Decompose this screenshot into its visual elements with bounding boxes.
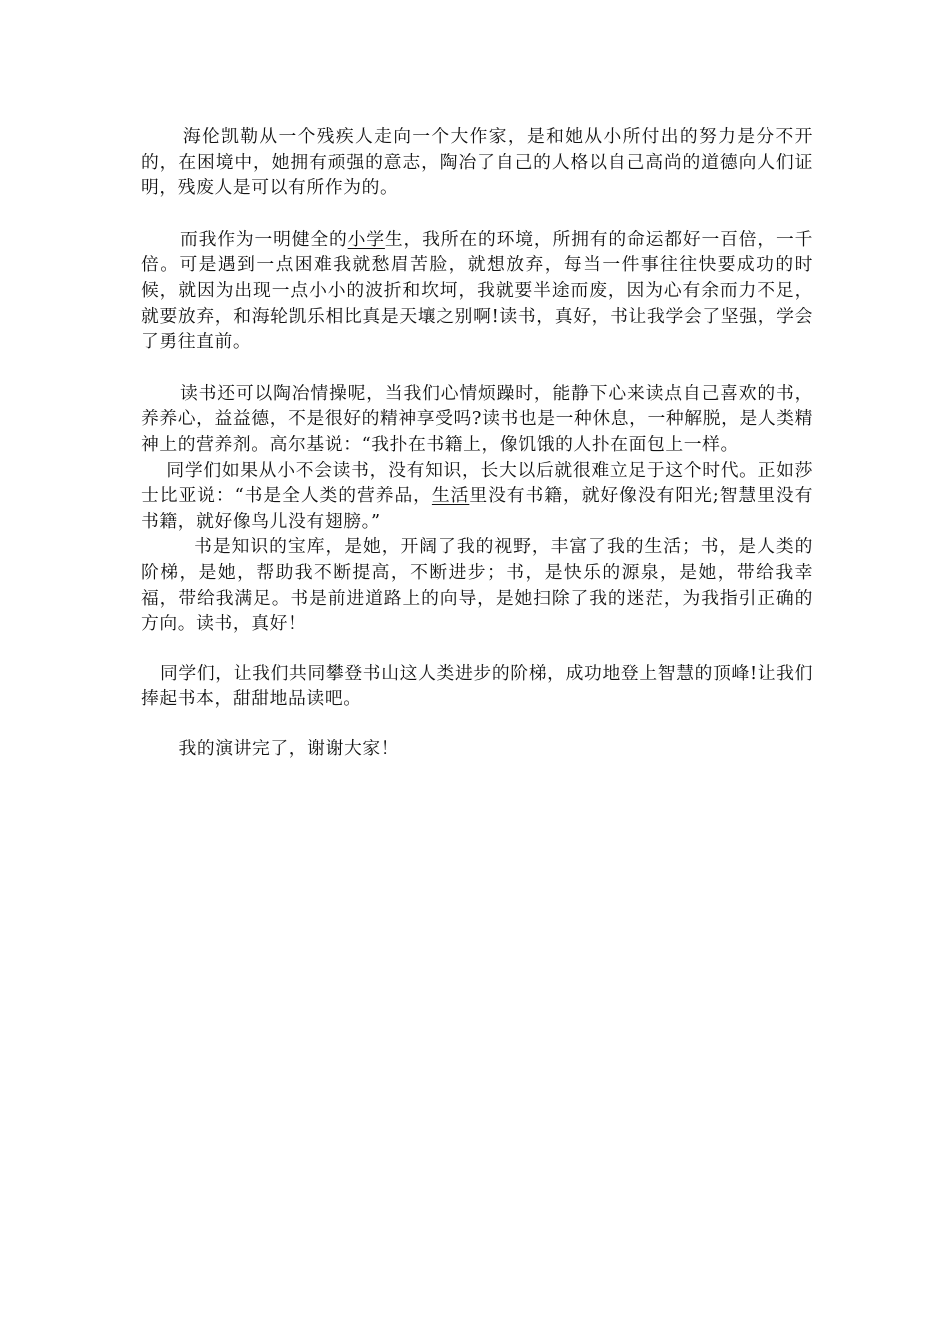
paragraph-helen-keller [141,124,813,201]
paragraph-reading-cultivates [141,381,813,458]
paragraph-indent [141,460,166,481]
paragraph-text: 同学们如果从小不会读书，没有知识，长大以后就很难立足于这个时代。正如莎士比亚说：“书是全人类的营养品， [141,459,813,507]
paragraph-text: 海伦凯勒从一个残疾人走向一个大作家，是和她从小所付出的努力是分不开的，在困境中，她拥有顽强的意志，陶冶了自己的人格以自己高尚的道德向人们证明，残废人是可以有所作为的。 [141,126,813,199]
paragraph-climb-book-mountain [141,661,813,712]
paragraph-text: 生，我所在的环境，所拥有的命运都好一百倍，一千倍。可是遇到一点困难我就愁眉苦脸，就想放弃，每当一件事往往快要成功的时候，就因为出现一点小小的波折和坎坷，我就要半途而废，因为心有余而力不足，就要放弃，和海轮凯乐相比真是天壤之别啊!读书，真好，书让我学会了坚强，学会了勇往直前。 [141,228,813,353]
paragraph-books-treasure [141,534,813,636]
paragraph-indent [141,536,194,557]
paragraph-text: 书是知识的宝库，是她，开阔了我的视野，丰富了我的生活；书，是人类的阶梯，是她，帮助我不断提高，不断进步；书，是快乐的源泉，是她，带给我幸福，带给我满足。书是前进道路上的向导，是她扫除了我的迷茫，为我指引正确的方向。读书，真好！ [141,536,813,635]
paragraph-indent [141,383,180,404]
paragraph-indent [141,229,180,250]
paragraph-text: 同学们，让我们共同攀登书山这人类进步的阶梯，成功地登上智慧的顶峰!让我们捧起书本，甜甜地品读吧。 [141,662,813,710]
paragraph-indent [141,126,183,147]
paragraph-healthy-student [141,227,813,355]
paragraph-indent [141,738,179,759]
paragraph-text: 里没有书籍，就好像没有阳光;智慧里没有书籍，就好像鸟儿没有翅膀。” [141,485,813,532]
paragraph-shakespeare-quote [141,458,813,535]
paragraph-closing [141,736,813,762]
underlined-term: 生活 [431,485,470,507]
underlined-term: 小学 [347,228,385,250]
document-page [141,124,813,761]
paragraph-text: 而我作为一明健全的 [179,228,348,250]
paragraph-text: 读书还可以陶冶情操呢，当我们心情烦躁时，能静下心来读点自己喜欢的书，养养心，益益德，不是很好的精神享受吗?读书也是一种休息，一种解脱，是人类精神上的营养剂。高尔基说：“我扑在书籍上，像饥饿的人扑在面包上一样。 [141,382,813,455]
paragraph-text: 我的演讲完了，谢谢大家！ [178,737,400,759]
paragraph-indent [141,663,160,684]
